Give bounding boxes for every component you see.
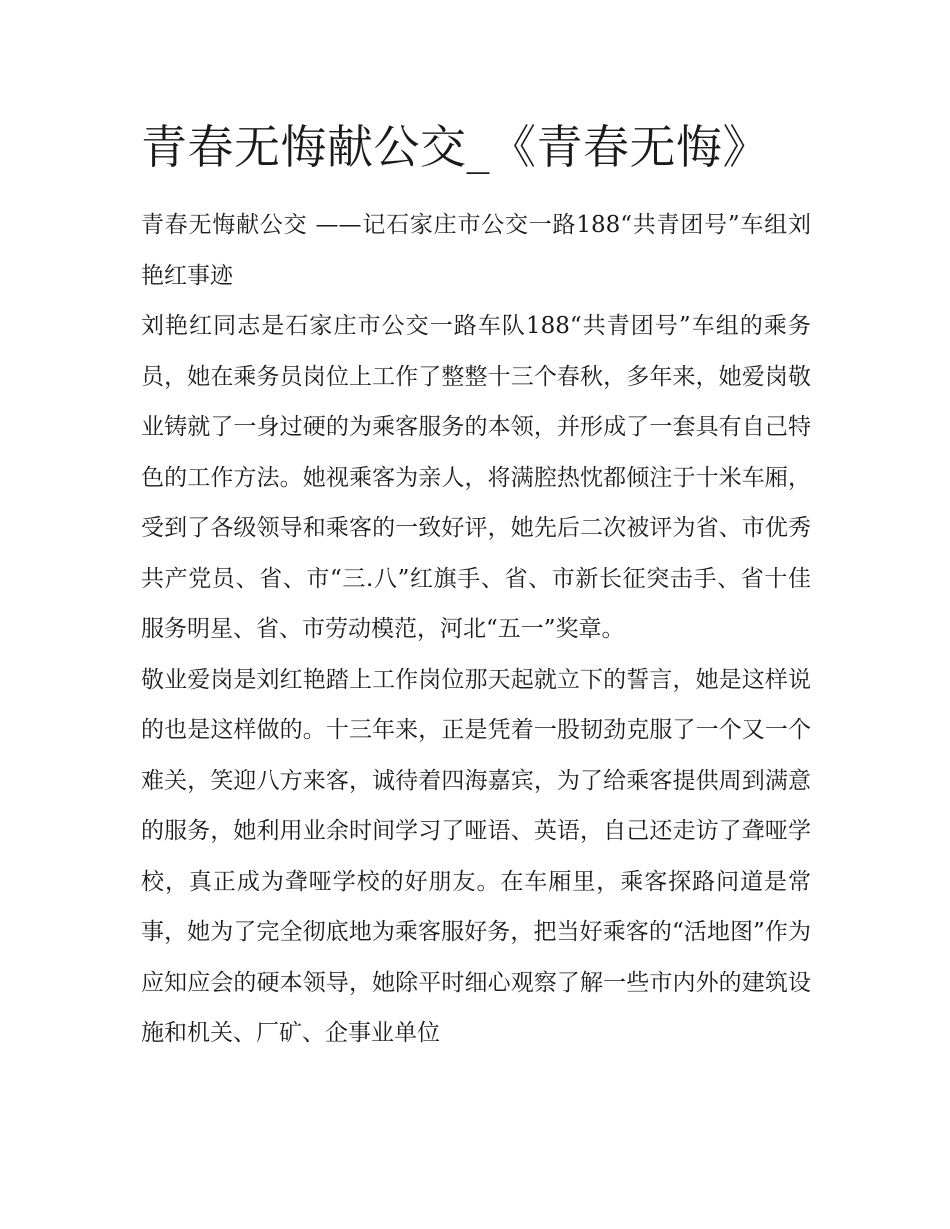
paragraph-dedication: 敬业爱岗是刘红艳踏上工作岗位那天起就立下的誓言，她是这样说的也是这样做的。十三年来，正是凭着一股韧劲克服了一个又一个难关，笑迎八方来客，诚待着四海嘉宾，为了给乘客提供周到满意的服务，她利用业余时间学习了哑语、英语，自己还走访了聋哑学校，真正成为聋哑学校的好朋友。在车厢里，乘客探路问道是常事，她为了完全彻底地为乘客服好务，把当好乘客的“活地图”作为应知应会的硬本领导，她除平时细心观察了解一些市内外的建筑设施和机关、厂矿、企事业单位 xyxy=(141,666,811,1046)
paragraph-intro: 刘艳红同志是石家庄市公交一路车队188“共青团号”车组的乘务员，她在乘务员岗位上工作了整整十三个春秋，多年来，她爱岗敬业铸就了一身过硬的为乘客服务的本领，并形成了一套具有自己特色的工作方法。她视乘客为亲人，将满腔热忱都倾注于十米车厢，受到了各级领导和乘客的一致好评，她先后二次被评为省、市优秀共产党员、省、市“三.八”红旗手、省、市新长征突击手、省十佳服务明星、省、市劳动模范，河北“五一”奖章。 xyxy=(141,313,811,642)
document-title: 青春无悔献公交_《青春无悔》 xyxy=(141,120,769,174)
paragraph-subtitle: 青春无悔献公交 ——记石家庄市公交一路188“共青团号”车组刘艳红事迹 xyxy=(141,212,811,289)
document-body xyxy=(141,112,811,1059)
